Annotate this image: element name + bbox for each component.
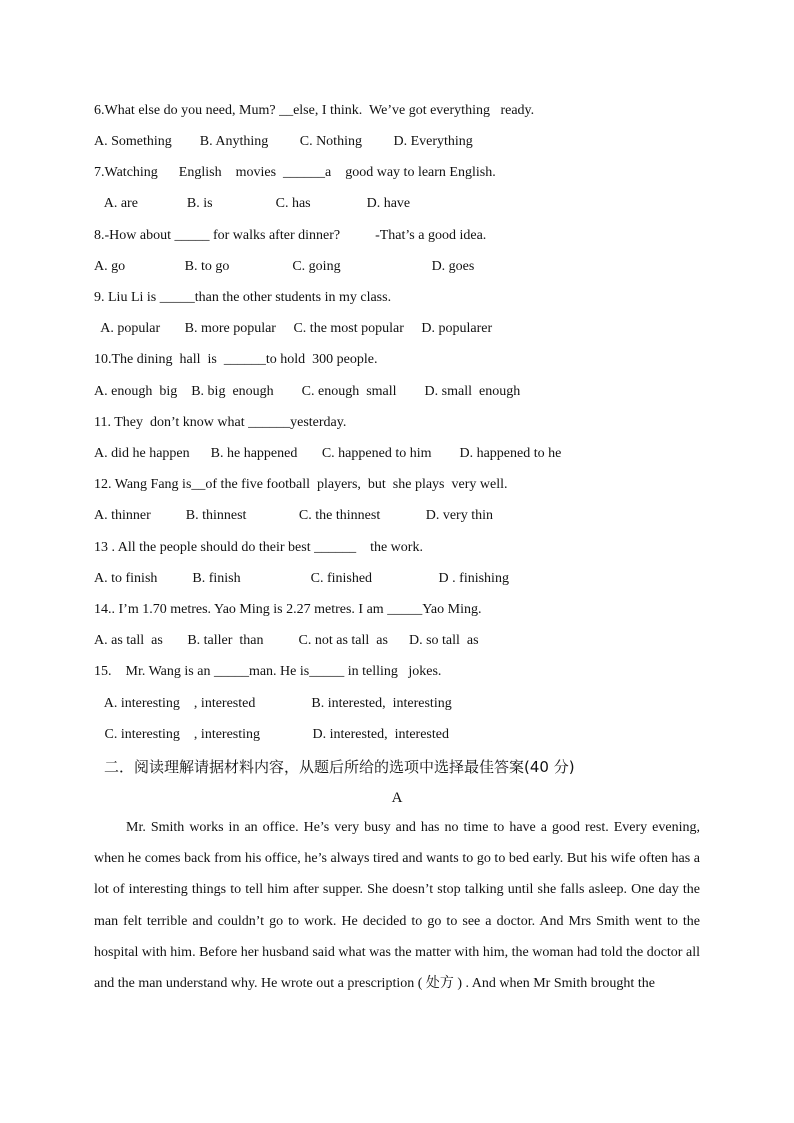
- passage-label: A: [391, 790, 403, 806]
- section-heading: 二．阅读理解请据材料内容，从题后所给的选项中选择最佳答案(40 分): [104, 758, 575, 776]
- reading-passage: [94, 812, 700, 999]
- question-13: 13 . All the people should do their best ______ the work.: [94, 540, 423, 555]
- question-10: 10.The dining hall is ______to hold 300 people.: [94, 352, 378, 367]
- options-6: A. Something B. Anything C. Nothing D. Everything: [94, 134, 473, 149]
- question-11: 11. They don’t know what ______yesterday.: [94, 415, 347, 430]
- question-7: 7.Watching English movies ______a good way to learn English.: [94, 165, 496, 180]
- question-6: 6.What else do you need, Mum? __else, I think. We’ve got everything ready.: [94, 103, 535, 118]
- options-15-ab: A. interesting , interested B. interested, interesting: [94, 696, 452, 711]
- question-8: 8.-How about _____ for walks after dinner? -That’s a good idea.: [94, 228, 487, 243]
- options-11: A. did he happen B. he happened C. happened to him D. happened to he: [94, 446, 562, 461]
- options-9: A. popular B. more popular C. the most popular D. popularer: [94, 321, 493, 336]
- options-7: A. are B. is C. has D. have: [94, 196, 411, 211]
- options-10: A. enough big B. big enough C. enough small D. small enough: [94, 384, 521, 399]
- question-14: 14.. I’m 1.70 metres. Yao Ming is 2.27 metres. I am _____Yao Ming.: [94, 602, 482, 617]
- question-12: 12. Wang Fang is__of the five football players, but she plays very well.: [94, 477, 508, 492]
- passage-paragraph: Mr. Smith works in an office. He’s very busy and has no time to have a good rest. Every evening, when he comes back from his office, he’s always tired and wants to go to bed early. But his wife often has a lot of interesting things to tell him after supper. She doesn’t stop talking until she falls asleep. One day the man felt terrible and couldn’t go to work. He decided to go to see a doctor. And Mrs Smith went to the hospital with him. Before her husband said what was the matter with him, the woman had told the doctor all and the man understand why. He wrote out a prescription ( 处方 ) . And when Mr Smith brought the: [94, 820, 700, 992]
- question-15: 15. Mr. Wang is an _____man. He is_____ in telling jokes.: [94, 664, 442, 679]
- question-9: 9. Liu Li is _____than the other students in my class.: [94, 290, 392, 305]
- options-13: A. to finish B. finish C. finished D . finishing: [94, 571, 509, 586]
- options-14: A. as tall as B. taller than C. not as tall as D. so tall as: [94, 633, 479, 648]
- options-8: A. go B. to go C. going D. goes: [94, 259, 475, 274]
- options-12: A. thinner B. thinnest C. the thinnest D. very thin: [94, 508, 493, 523]
- options-15-cd: C. interesting , interesting D. interested, interested: [94, 727, 449, 742]
